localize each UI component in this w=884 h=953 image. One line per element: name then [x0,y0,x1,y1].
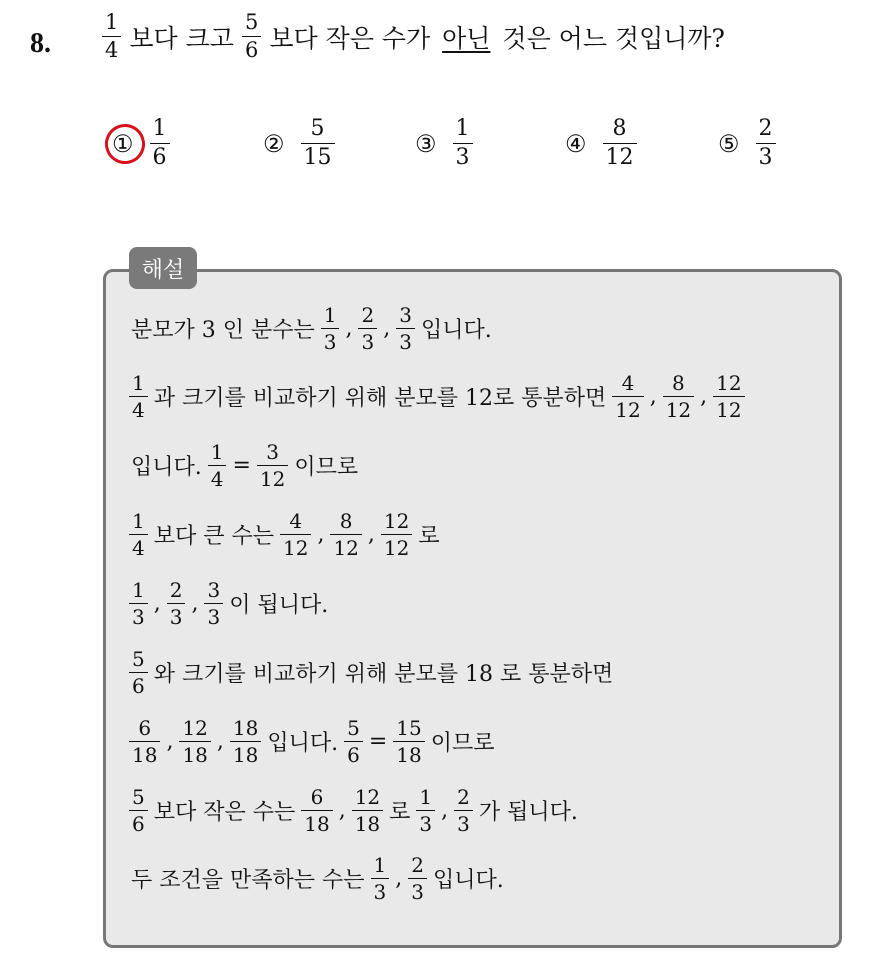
fraction [167,580,186,627]
fraction [352,787,383,834]
explanation-text: , [345,316,353,341]
numerator: 1 [105,10,119,34]
numerator: 1 [132,371,145,395]
explanation-text: 보다 큰 수는 [153,524,274,549]
numerator: 1 [132,578,145,602]
fraction [344,718,363,765]
choice-marker [263,130,285,158]
denominator: 4 [129,396,148,420]
choice-number: ⑤ [718,129,740,158]
numerator: 1 [152,116,167,141]
denominator: 12 [280,534,311,558]
numerator: 2 [457,785,470,809]
fraction [713,373,744,420]
underlined-word: 아닌 [442,23,491,53]
fraction [663,373,694,420]
denominator: 4 [129,534,148,558]
explanation-text: , [317,522,325,547]
numerator: 5 [132,785,145,809]
choice-marker [415,130,437,158]
explanation-text: 이므로 [430,731,495,756]
choice-2[interactable] [263,118,337,169]
denominator: 12 [381,534,412,558]
denominator: 6 [129,810,148,834]
explanation-line [127,855,508,902]
explanation-text: = [368,729,388,754]
numerator: 3 [207,578,221,602]
explanation-text: = [232,453,251,478]
fraction [230,718,261,765]
fraction [301,118,335,169]
explanation-line [127,580,332,627]
fraction [204,580,223,627]
choice-1[interactable] [112,118,172,169]
fraction [454,787,473,834]
fraction [129,580,148,627]
denominator: 18 [352,810,383,834]
denominator: 12 [257,465,288,489]
numerator: 2 [411,853,424,877]
explanation-text: 로 [389,800,411,825]
explanation-text: 이 됩니다. [229,593,329,618]
explanation-text: 입니다. [131,455,202,480]
fraction [358,305,377,352]
fraction [396,305,415,352]
denominator: 18 [301,810,332,834]
denominator: 4 [208,465,227,489]
explanation-text: , [383,316,391,341]
fraction [208,442,227,489]
denominator: 6 [150,143,170,169]
fraction [129,787,148,834]
fraction [150,118,170,169]
fraction [603,118,637,169]
numerator: 18 [232,716,259,740]
fraction [393,718,424,765]
explanation-line [127,511,444,558]
fraction [129,649,148,696]
numerator: 12 [716,371,742,395]
denominator: 6 [242,36,261,61]
choice-4[interactable] [565,118,639,169]
choice-number: ① [112,129,134,158]
explanation-text: 와 크기를 비교하기 위해 분모를 18 로 통분하면 [153,662,614,687]
numerator: 1 [132,509,145,533]
explanation-text: , [191,591,199,616]
fraction [330,511,361,558]
denominator: 15 [301,143,335,169]
denominator: 3 [358,328,377,352]
numerator: 5 [132,647,145,671]
numerator: 1 [323,303,337,327]
denominator: 12 [612,396,643,420]
fraction [129,718,160,765]
denominator: 6 [129,672,148,696]
explanation-text: 로 [418,524,440,549]
denominator: 3 [371,878,390,902]
denominator: 12 [603,143,637,169]
explanation-text: 분모가 3 인 분수는 [131,318,315,343]
denominator: 4 [102,36,121,61]
fraction [301,787,332,834]
numerator: 5 [244,10,259,34]
fraction [756,118,776,169]
explanation-line [127,718,499,765]
denominator: 18 [179,741,210,765]
numerator: 8 [339,509,353,533]
fraction [242,12,261,61]
explanation-text: , [338,798,346,823]
numerator: 3 [399,303,412,327]
fraction [371,855,390,902]
question-number: 8. [30,28,51,59]
numerator: 1 [419,785,433,809]
fraction [453,118,473,169]
numerator: 5 [347,716,360,740]
numerator: 4 [621,371,635,395]
choice-number: ④ [565,129,587,158]
explanation-text: 이므로 [294,455,359,480]
fraction [321,305,340,352]
numerator: 2 [758,116,773,141]
choice-number: ③ [415,129,437,158]
explanation-text: 입니다. [432,868,504,893]
fraction [408,855,427,902]
denominator: 3 [167,603,186,627]
numerator: 8 [612,116,627,141]
numerator: 12 [383,509,410,533]
numerator: 3 [266,440,280,464]
explanation-text: , [166,729,174,754]
denominator: 18 [393,741,424,765]
explanation-text: , [153,591,161,616]
choice-marker [718,130,740,158]
selected-circle-icon [100,118,150,168]
fraction [280,511,311,558]
question-text-part: 것은 어느 것입니까? [502,23,725,53]
question-text-part: 보다 작은 수가 [269,23,431,53]
explanation-text: , [367,522,375,547]
fraction [102,12,121,61]
choice-3[interactable] [415,118,475,169]
explanation-line [127,442,362,489]
explanation-text: , [216,729,224,754]
denominator: 3 [454,810,473,834]
denominator: 12 [330,534,361,558]
explanation-line [127,649,617,696]
numerator: 2 [169,578,183,602]
denominator: 3 [204,603,223,627]
fraction [612,373,643,420]
numerator: 2 [361,303,375,327]
numerator: 6 [310,785,324,809]
fraction [129,511,148,558]
explanation-line [127,373,747,420]
explanation-text: , [395,866,403,891]
question-text-part: 보다 크고 [129,23,234,53]
numerator: 6 [138,716,152,740]
choice-5[interactable] [718,118,778,169]
choice-marker [565,130,587,158]
denominator: 18 [230,741,261,765]
numerator: 12 [182,716,208,740]
fraction [257,442,288,489]
fraction [129,373,148,420]
choice-marker [112,130,134,158]
question-text [100,12,731,61]
denominator: 3 [416,810,435,834]
explanation-text: 가 됩니다. [478,800,578,825]
denominator: 3 [396,328,415,352]
numerator: 4 [289,509,303,533]
explanation-tag: 해설 [129,247,197,289]
fraction [179,718,210,765]
numerator: 1 [455,116,470,141]
denominator: 12 [713,396,744,420]
explanation-text: 과 크기를 비교하기 위해 분모를 12로 통분하면 [153,386,607,411]
explanation-text: , [441,798,449,823]
denominator: 12 [663,396,694,420]
numerator: 1 [373,853,387,877]
denominator: 3 [408,878,427,902]
fraction [416,787,435,834]
choice-number: ② [263,129,285,158]
explanation-text: , [649,384,657,409]
denominator: 3 [453,143,473,169]
denominator: 6 [344,741,363,765]
numerator: 8 [672,371,685,395]
explanation-text: 입니다. [267,731,339,756]
denominator: 18 [129,741,160,765]
explanation-text: 보다 작은 수는 [153,800,296,825]
denominator: 3 [129,603,148,627]
numerator: 15 [396,716,422,740]
explanation-line [127,305,496,352]
numerator: 12 [354,785,381,809]
numerator: 5 [310,116,325,141]
denominator: 3 [756,143,776,169]
fraction [381,511,412,558]
numerator: 1 [210,440,224,464]
explanation-text: 입니다. [420,318,492,343]
explanation-text: , [700,384,708,409]
explanation-line [127,787,582,834]
explanation-text: 두 조건을 만족하는 수는 [131,868,365,893]
denominator: 3 [321,328,340,352]
